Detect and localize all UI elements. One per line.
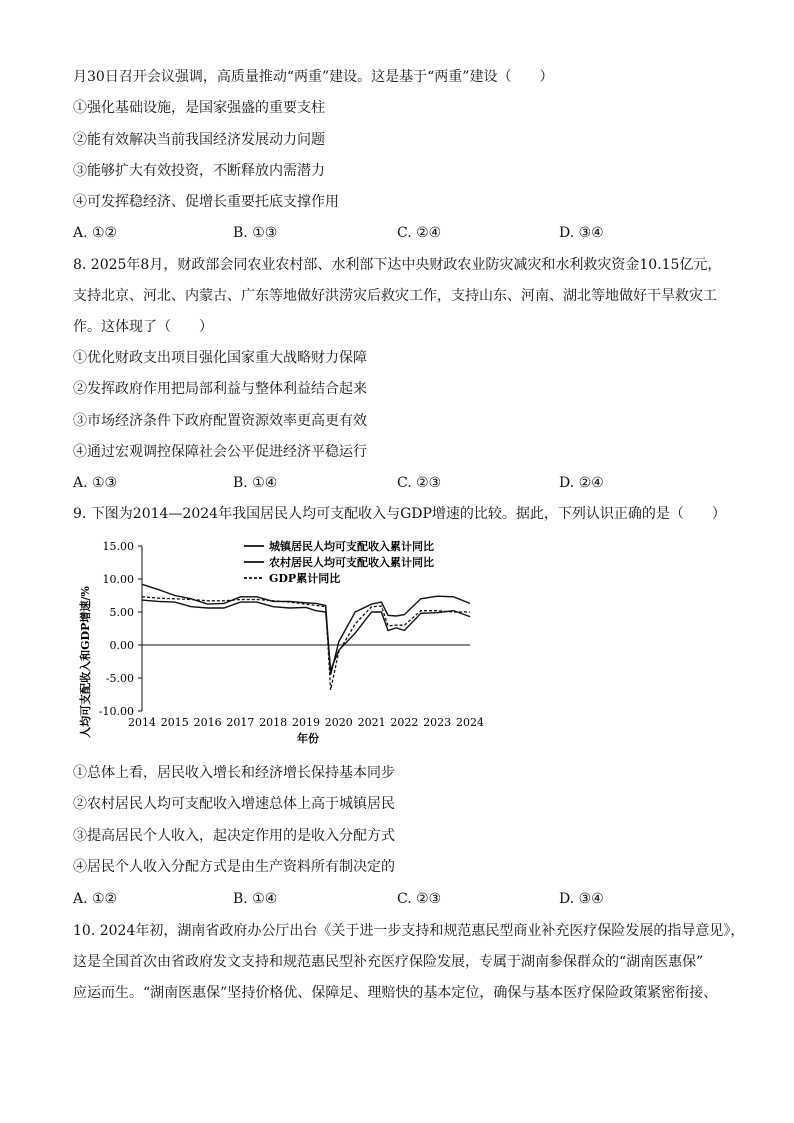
y-tick-label: 0.00 bbox=[109, 639, 134, 652]
q8-option-b[interactable]: B. ①④ bbox=[233, 475, 278, 491]
q7-statement-4: ④可发挥稳经济、促增长重要托底支撑作用 bbox=[73, 194, 339, 210]
q8-stem-line-3: 作。这体现了（ ） bbox=[73, 319, 213, 335]
q8-stem-line-1: 8. 2025年8月，财政部会同农业农村部、水利部下达中央财政农业防灾减灾和水利救灾资金10.15亿元， bbox=[73, 257, 722, 273]
q8-statement-1: ①优化财政支出项目强化国家重大战略财力保障 bbox=[73, 350, 367, 366]
q9-option-c[interactable]: C. ②③ bbox=[397, 891, 442, 907]
q9-stem: 9. 下图为2014—2024年我国居民人均可支配收入与GDP增速的比较。据此，下列认识正确的是（ ） bbox=[73, 506, 726, 522]
q9-statement-1: ①总体上看，居民收入增长和经济增长保持基本同步 bbox=[73, 765, 395, 781]
x-tick-label: 2016 bbox=[193, 716, 222, 729]
q9-options bbox=[73, 890, 733, 908]
q7-option-d[interactable]: D. ③④ bbox=[559, 225, 604, 241]
x-tick-label: 2015 bbox=[160, 716, 189, 729]
y-tick-label: 5.00 bbox=[109, 606, 134, 619]
chart-y-axis-label: 人均可支配收入和GDP增速/% bbox=[79, 586, 92, 738]
q7-statement-3: ③能够扩大有效投资，不断释放内需潜力 bbox=[73, 163, 325, 179]
x-tick-label: 2024 bbox=[456, 716, 484, 729]
q8-statement-2: ②发挥政府作用把局部利益与整体利益结合起来 bbox=[73, 381, 367, 397]
q9-option-b[interactable]: B. ①④ bbox=[233, 891, 278, 907]
x-tick-label: 2014 bbox=[128, 716, 156, 729]
x-tick-label: 2018 bbox=[259, 716, 288, 729]
series-line-2 bbox=[142, 584, 470, 674]
q9-statement-3: ③提高居民个人收入，起决定作用的是收入分配方式 bbox=[73, 828, 395, 844]
q8-option-c[interactable]: C. ②③ bbox=[397, 475, 442, 491]
y-tick-label: 10.00 bbox=[102, 573, 134, 586]
x-tick-label: 2022 bbox=[390, 716, 419, 729]
q9-option-a[interactable]: A. ①② bbox=[73, 891, 118, 907]
q8-option-a[interactable]: A. ①③ bbox=[73, 475, 118, 491]
q9-chart-svg bbox=[72, 536, 492, 746]
legend-label-2: 农村居民人均可支配收入累计同比 bbox=[269, 556, 434, 569]
q10-stem-line-3: 应运而生。“湖南医惠保”坚持价格优、保障足、理赔快的基本定位，确保与基本医疗保险政策紧密衔接、 bbox=[73, 985, 718, 1001]
x-tick-label: 2017 bbox=[226, 716, 255, 729]
x-tick-label: 2023 bbox=[423, 716, 452, 729]
q7-option-b[interactable]: B. ①③ bbox=[233, 225, 278, 241]
y-tick-label: -10.00 bbox=[98, 705, 134, 718]
q9-chart bbox=[72, 536, 492, 746]
q7-option-c[interactable]: C. ②④ bbox=[397, 225, 442, 241]
y-tick-label: 15.00 bbox=[102, 540, 134, 553]
q9-statement-2: ②农村居民人均可支配收入增速总体上高于城镇居民 bbox=[73, 796, 395, 812]
legend-label-1: 城镇居民人均可支配收入累计同比 bbox=[269, 540, 434, 553]
legend-label-3: GDP累计同比 bbox=[269, 572, 341, 585]
q10-stem-line-1: 10. 2024年初，湖南省政府办公厅出台《关于进一步支持和规范惠民型商业补充医疗保险发展的指导意见》， bbox=[73, 923, 745, 939]
q8-option-d[interactable]: D. ②④ bbox=[559, 475, 604, 491]
q9-option-d[interactable]: D. ③④ bbox=[559, 891, 604, 907]
q7-stem-tail: 月30日召开会议强调，高质量推动“两重”建设。这是基于“两重”建设（ ） bbox=[73, 69, 554, 85]
x-tick-label: 2020 bbox=[324, 716, 353, 729]
q9-statement-4: ④居民个人收入分配方式是由生产资料所有制决定的 bbox=[73, 859, 395, 875]
q7-statement-1: ①强化基础设施，是国家强盛的重要支柱 bbox=[73, 100, 325, 116]
q7-options bbox=[73, 224, 733, 242]
q8-stem-line-2: 支持北京、河北、内蒙古、广东等地做好洪涝灾后救灾工作，支持山东、河南、湖北等地做好干旱救灾工 bbox=[73, 288, 717, 304]
q8-statement-3: ③市场经济条件下政府配置资源效率更高更有效 bbox=[73, 413, 367, 429]
x-tick-label: 2021 bbox=[357, 716, 386, 729]
q7-statement-2: ②能有效解决当前我国经济发展动力问题 bbox=[73, 132, 325, 148]
series-line-3 bbox=[142, 597, 470, 690]
q8-options bbox=[73, 474, 733, 492]
q10-stem-line-2: 这是全国首次由省政府发文支持和规范惠民型补充医疗保险发展，专属于湖南参保群众的“湖南医惠保” bbox=[73, 954, 704, 970]
q8-statement-4: ④通过宏观调控保障社会公平促进经济平稳运行 bbox=[73, 444, 367, 460]
x-tick-label: 2019 bbox=[292, 716, 320, 729]
q7-option-a[interactable]: A. ①② bbox=[73, 225, 118, 241]
chart-x-axis-label: 年份 bbox=[297, 732, 319, 745]
y-tick-label: -5.00 bbox=[105, 672, 134, 685]
